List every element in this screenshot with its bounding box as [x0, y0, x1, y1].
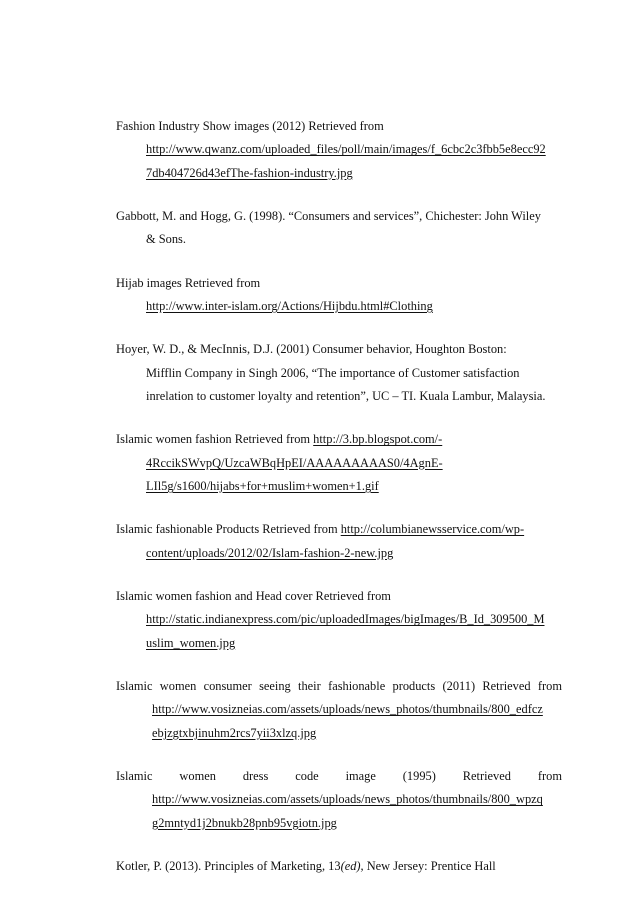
reference-link[interactable]: http://static.indianexpress.com/pic/uploadedImages/bigImages/B_Id_309500_M [146, 612, 545, 627]
reference-entry [116, 585, 562, 655]
reference-text: Islamic women fashion and Head cover Retrieved from [116, 588, 391, 603]
reference-text: & Sons. [146, 232, 186, 247]
reference-link[interactable]: uslim_women.jpg [146, 635, 236, 650]
reference-link[interactable]: http://columbianewsservice.com/wp- [340, 522, 525, 537]
reference-entry [116, 205, 562, 252]
reference-word: products [392, 678, 436, 693]
reference-word: dress [242, 768, 269, 783]
reference-word: Islamic [116, 678, 153, 693]
reference-line [116, 428, 562, 451]
reference-entry [116, 115, 562, 185]
reference-entry [116, 428, 562, 498]
reference-text: Gabbott, M. and Hogg, G. (1998). “Consumers and services”, Chichester: John Wiley [116, 209, 541, 224]
reference-word: Retrieved [462, 768, 511, 783]
reference-line [116, 855, 562, 878]
reference-link[interactable]: http://www.vosizneias.com/assets/uploads/news_photos/thumbnails/800_wpzq [152, 792, 543, 807]
reference-word: code [295, 768, 319, 783]
reference-word: their [298, 678, 321, 693]
reference-edition: (ed), [340, 858, 364, 873]
reference-entry [116, 855, 562, 878]
reference-text: Fashion Industry Show images (2012) Retrieved from [116, 119, 384, 133]
reference-link[interactable]: g2mntyd1j2bnukb28pnb95vgiotn.jpg [152, 815, 337, 830]
reference-text: Hijab images Retrieved from [116, 275, 261, 290]
reference-entry [116, 518, 562, 565]
reference-link[interactable]: LIl5g/s1600/hijabs+for+muslim+women+1.gif [146, 479, 379, 494]
reference-justified-line [116, 675, 562, 698]
reference-line [116, 518, 562, 541]
reference-word: seeing [259, 678, 291, 693]
reference-word: image [345, 768, 376, 783]
reference-word: (1995) [402, 768, 436, 783]
reference-link[interactable]: 7db404726d43efThe-fashion-industry.jpg [146, 165, 353, 180]
reference-word: (2011) [442, 678, 476, 693]
reference-text: Islamic women fashion Retrieved from [116, 432, 314, 447]
reference-list [116, 115, 562, 898]
reference-entry [116, 675, 562, 745]
reference-word: from [537, 768, 562, 783]
reference-text: New Jersey: Prentice Hall [363, 858, 496, 873]
reference-word: Islamic [116, 768, 153, 783]
reference-text: inrelation to customer loyalty and retention”, UC – TI. Kuala Lambur, Malaysia. [146, 389, 546, 404]
reference-link[interactable]: http://www.vosizneias.com/assets/uploads/news_photos/thumbnails/800_edfcz [152, 702, 543, 717]
reference-link[interactable]: http://www.qwanz.com/uploaded_files/poll/main/images/f_6cbc2c3fbb5e8ecc92 [146, 142, 546, 157]
reference-entry [116, 272, 562, 319]
reference-link[interactable]: http://www.inter-islam.org/Actions/Hijbdu.html#Clothing [146, 299, 433, 314]
reference-text: Islamic fashionable Products Retrieved from [116, 522, 341, 537]
reference-text: Mifflin Company in Singh 2006, “The importance of Customer satisfaction [146, 365, 520, 380]
reference-text: Kotler, P. (2013). Principles of Marketing, 13 [116, 858, 341, 873]
reference-word: fashionable [328, 678, 386, 693]
reference-word: Retrieved [482, 678, 531, 693]
reference-word: consumer [203, 678, 252, 693]
reference-word: from [537, 678, 562, 693]
reference-link[interactable]: 4RccikSWvpQ/UzcaWBqHpEI/AAAAAAAAAS0/4AgnE- [146, 455, 443, 470]
reference-entry [116, 765, 562, 835]
reference-link[interactable]: ebjzgtxbjinuhm2rcs7yii3xlzq.jpg [152, 725, 317, 740]
reference-entry [116, 338, 562, 408]
reference-justified-line [116, 765, 562, 788]
reference-text: Hoyer, W. D., & MecInnis, D.J. (2001) Consumer behavior, Houghton Boston: [116, 342, 507, 357]
reference-word: women [159, 678, 197, 693]
reference-link[interactable]: content/uploads/2012/02/Islam-fashion-2-new.jpg [146, 545, 394, 560]
reference-word: women [179, 768, 216, 783]
reference-link[interactable]: http://3.bp.blogspot.com/- [313, 432, 443, 447]
